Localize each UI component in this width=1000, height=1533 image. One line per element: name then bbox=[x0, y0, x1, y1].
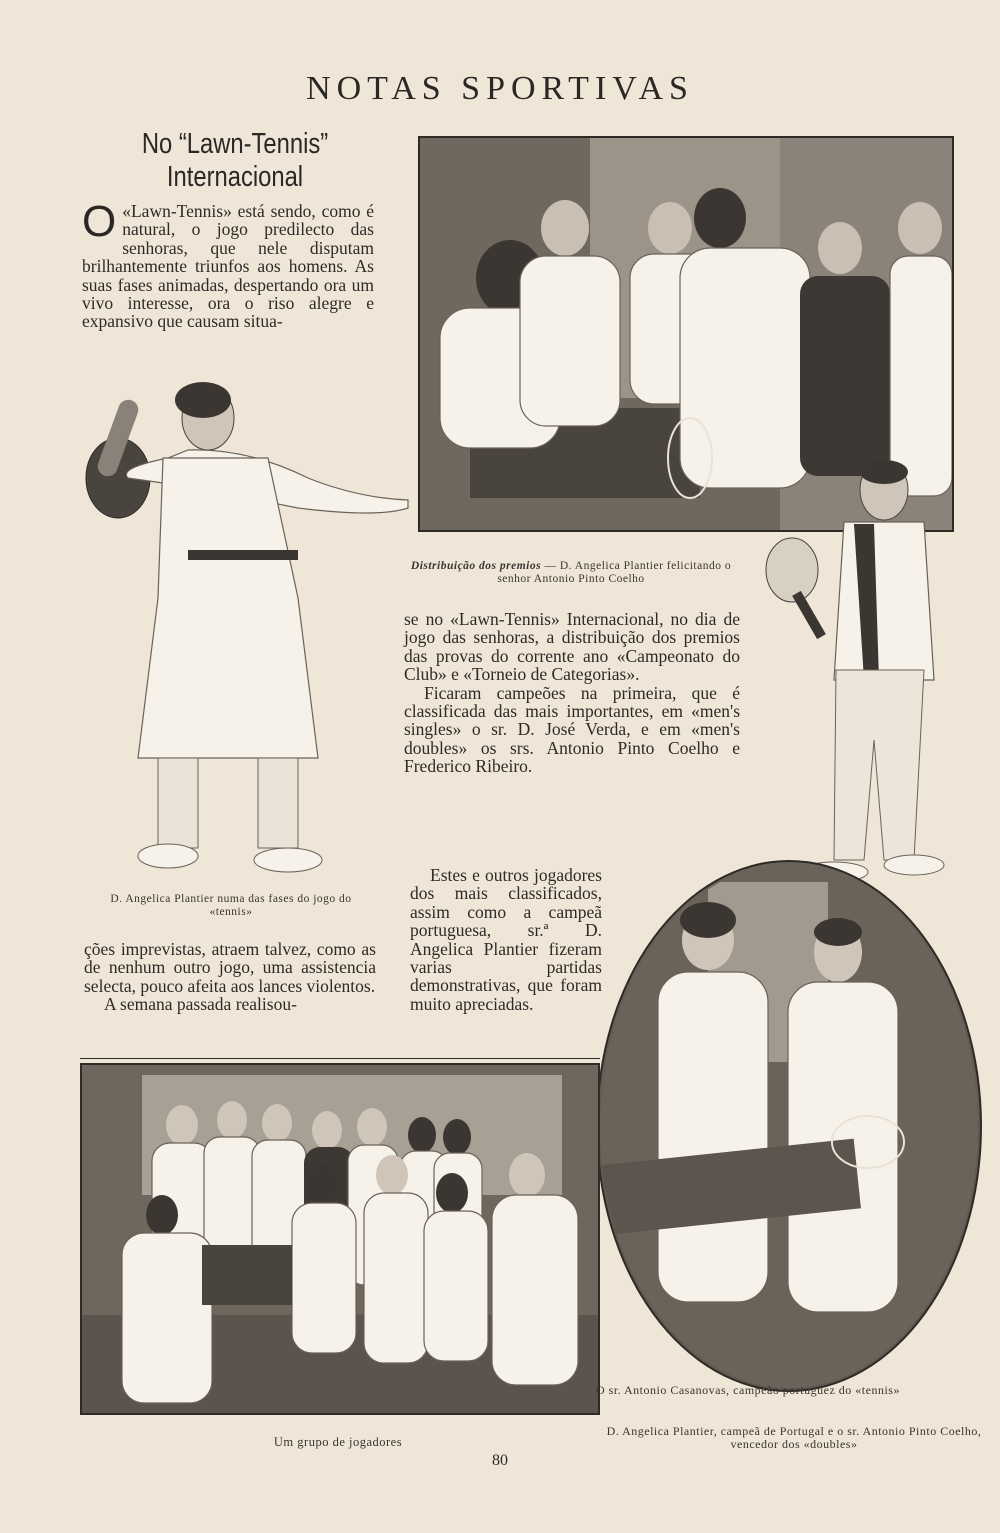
paragraph-imprevistas: ções imprevistas, atraem talvez, como as de nenhum outro jogo, uma assistencia selecta, pouco afeita aos lances violentos. bbox=[84, 939, 376, 996]
paragraph-campeoes: Ficaram campeões na primeira, que é classificada das mais importantes, em «men's singles» o sr. D. José Verda, e em «men's doubles» os srs. Antonio Pinto Coelho e Frederico Ribeiro. bbox=[404, 682, 740, 777]
photo-angelica-cutout bbox=[78, 378, 418, 878]
paragraph-intro: «Lawn-Tennis» está sendo, como é natural, o jogo predilecto das senhoras, que nele disputam brilhantemente triunfos aos homens. As suas fases animadas, despertando ora um vivo interesse, ora o riso alegre e expansivo que causam situa- bbox=[82, 201, 374, 332]
article-title-line2: Internacional bbox=[166, 161, 304, 193]
caption-angelica-play: D. Angelica Plantier numa das fases do jogo do «tennis» bbox=[110, 893, 352, 918]
caption-angelica-and-coelho: D. Angelica Plantier, campeã de Portugal e o sr. Antonio Pinto Coelho, vencedor dos «doubles» bbox=[606, 1424, 982, 1451]
column2-narrow-text bbox=[410, 866, 602, 1013]
paragraph-semana: A semana passada realisou- bbox=[104, 994, 297, 1015]
photo-pair-illustration bbox=[598, 862, 980, 1390]
masthead: NOTAS SPORTIVAS bbox=[306, 70, 694, 107]
caption-group-of-players: Um grupo de jogadores bbox=[273, 1435, 403, 1449]
column1-bottom-text bbox=[84, 940, 376, 1014]
article-title-line1: No “Lawn-Tennis” bbox=[141, 128, 329, 160]
photo-group-illustration bbox=[82, 1065, 598, 1413]
dropcap: O bbox=[82, 197, 117, 246]
column1-top-text bbox=[82, 197, 374, 332]
photo-casanovas-cutout bbox=[764, 460, 954, 890]
caption-prize-distribution-text: — D. Angelica Plantier felicitando o senhor Antonio Pinto Coelho bbox=[497, 560, 732, 585]
article-title bbox=[108, 128, 362, 194]
paragraph-demonstrativas: Estes e outros jogadores dos mais classificados, assim como a campeã portuguesa, sr.ª D. Angelica Plantier fizeram varias partidas demonstrativas, que foram muito apreciadas. bbox=[410, 865, 602, 1014]
caption-prize-distribution-title: Distribuição dos premios bbox=[410, 560, 542, 572]
caption-prize-distribution bbox=[404, 560, 738, 586]
column2-text bbox=[404, 610, 740, 776]
photo-angelica-and-coelho-oval bbox=[596, 860, 982, 1392]
caption-casanovas: O sr. Antonio Casanovas, campeão portuguez do «tennis» bbox=[596, 1383, 900, 1397]
photo-casanovas-illustration bbox=[764, 460, 954, 890]
paragraph-realisou: se no «Lawn-Tennis» Internacional, no dia de jogo das senhoras, a distribuição dos premios das provas do corrente ano «Campeonato do Club» e «Torneio de Categorias». bbox=[404, 609, 740, 685]
photo-group-of-players bbox=[80, 1063, 600, 1415]
photo-angelica-illustration bbox=[78, 378, 418, 878]
page-number: 80 bbox=[492, 1452, 508, 1469]
rule-group-top bbox=[80, 1058, 600, 1059]
